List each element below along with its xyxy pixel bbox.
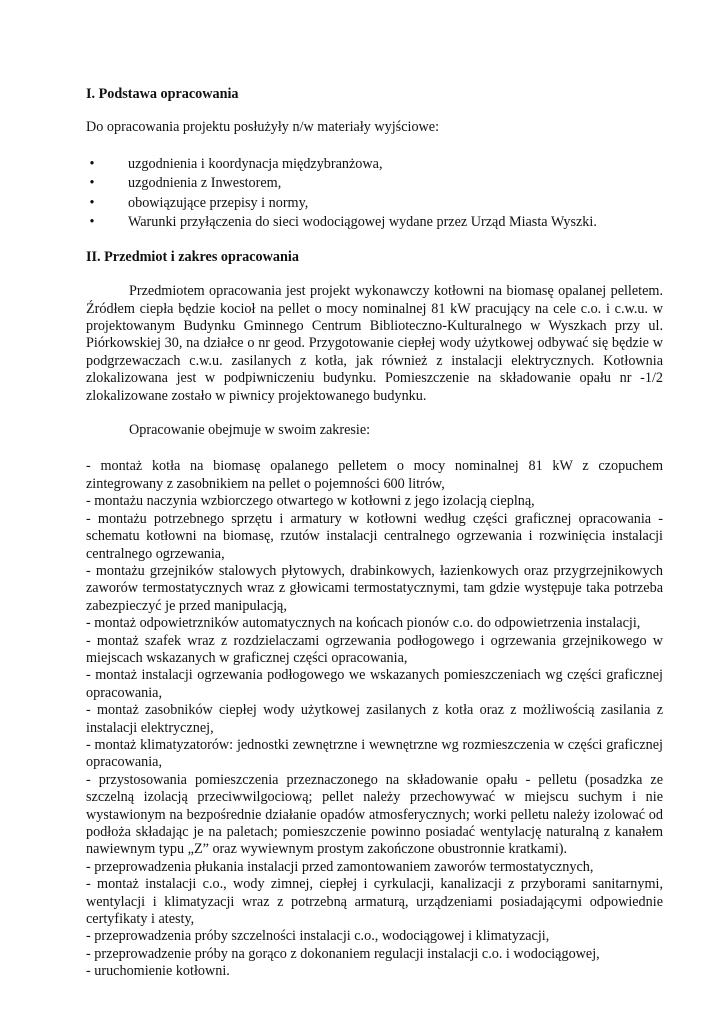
task-item: - montażu grzejników stalowych płytowych, drabinkowych, łazienkowych oraz przygrzejnikowych zaworów termostatycznych wraz z głowicami termostatycznymi, tam gdzie występuje taka potrzeba zabezpieczyć je przed manipulacją, [86, 562, 663, 614]
task-item: - przeprowadzenia płukania instalacji przed zamontowaniem zaworów termostatycznych, [86, 858, 594, 875]
task-item: - montażu naczynia wzbiorczego otwartego w kotłowni z jego izolacją cieplną, [86, 493, 535, 510]
task-item: - montaż odpowietrzników automatycznych na końcach pionów c.o. do odpowietrzenia instalacji, [86, 615, 641, 632]
task-item: - montaż instalacji c.o., wody zimnej, ciepłej i cyrkulacji, kanalizacji z przyborami sanitarnymi, wentylacji i klimatyzacji wraz z potrzebną armaturą, urządzeniami posiadającymi odpowiednie certyfikaty i atesty, [86, 876, 663, 928]
bullet-icon: • [89, 175, 95, 192]
scope-intro: Opracowanie obejmuje w swoim zakresie: [129, 422, 371, 439]
task-item: - montaż kotła na biomasę opalanego pelletem o mocy nominalnej 81 kW z czopuchem zintegrowany z zasobnikiem na pellet o pojemności 600 litrów, [86, 458, 663, 492]
list-item: • uzgodnienia i koordynacja międzybranżowa, [86, 155, 663, 175]
list-item: • obowiązujące przepisy i normy, [86, 194, 663, 214]
task-item: - montaż szafek wraz z rozdzielaczami ogrzewania podłogowego i ogrzewania grzejnikowego w miejscach wskazanych w graficznej części opracowania, [86, 632, 663, 666]
task-item: - uruchomienie kotłowni. [86, 963, 230, 980]
section1-intro: Do opracowania projektu posłużyły n/w materiały wyjściowe: [86, 119, 440, 136]
task-item: - przeprowadzenie próby na gorąco z dokonaniem regulacji instalacji c.o. i wodociągowej, [86, 945, 600, 962]
task-item: - przystosowania pomieszczenia przeznaczonego na składowanie opału - pelletu (posadzka ze szczelną izolacją przeciwwilgociową; pellet należy przechowywać w miejscu suchym i nie wystawionym na bezpośrednie działanie opadów atmosferycznych; worki pelletu należy izolować od podłoża składając je na paletach; pomieszczenie powinno posiadać wentylację naturalną z kanałem nawiewnym typu „Z” oraz wywiewnym prostym zakończone obustronnie kratkami). [86, 771, 663, 858]
section1-heading: I. Podstawa opracowania [86, 86, 239, 102]
section2-heading: II. Przedmiot i zakres opracowania [86, 248, 299, 265]
task-item: - montażu potrzebnego sprzętu i armatury w kotłowni według części graficznej opracowania - schematu kotłowni na biomasę, rzutów instalacji centralnego ogrzewania i rozwinięcia instalacji centralnego ogrzewania, [86, 510, 663, 562]
task-item: - montaż klimatyzatorów: jednostki zewnętrzne i wewnętrzne wg rozmieszczenia w części graficznej opracowania, [86, 736, 663, 771]
task-item: - montaż zasobników ciepłej wody użytkowej zasilanych z kotła oraz z możliwością zasilania z instalacji elektrycznej, [86, 702, 663, 736]
list-item: • uzgodnienia z Inwestorem, [86, 174, 663, 194]
section2-paragraph: Przedmiotem opracowania jest projekt wykonawczy kotłowni na biomasę opalanej pelletem. Źródłem ciepła będzie kocioł na pellet o mocy nominalnej 81 kW pracujący na cele c.o. i c.w.u. w projektowanym Budynku Gminnego Centrum Biblioteczno-Kulturalnego w Wyszkach przy ul. Piórkowskiej 30, na działce o nr geod. Przygotowanie ciepłej wody użytkowej odbywać się będzie w podgrzewaczach c.w.u. zasilanych z kotła, jak również z instalacji elektrycznych. Kotłownia zlokalizowana jest w podpiwniczeniu budynku. Pomieszczenie na składowanie opału nr -1/2 zlokalizowane zostało w piwnicy projektowanego budynku. [86, 283, 663, 404]
task-item: - montaż instalacji ogrzewania podłogowego we wskazanych pomieszczeniach wg części graficznej opracowania, [86, 667, 663, 701]
bullet-icon: • [89, 155, 95, 172]
source-materials-list [86, 155, 663, 233]
task-item: - przeprowadzenia próby szczelności instalacji c.o., wodociągowej i klimatyzacji, [86, 928, 550, 945]
bullet-icon: • [89, 214, 95, 231]
bullet-icon: • [89, 194, 95, 211]
scope-task-list [86, 458, 663, 980]
list-item: • Warunki przyłączenia do sieci wodociągowej wydane przez Urząd Miasta Wyszki. [86, 213, 663, 233]
